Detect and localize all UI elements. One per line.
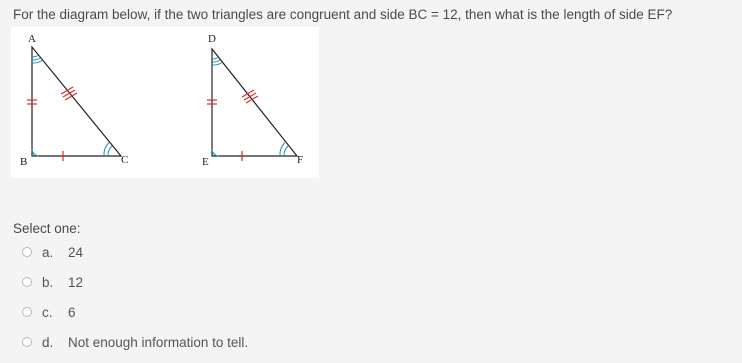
option-letter: c. (42, 304, 53, 320)
answer-option-c[interactable] (22, 302, 76, 322)
vertex-label-c: C (121, 154, 129, 166)
radio-button[interactable] (22, 337, 32, 347)
answer-option-d[interactable] (22, 332, 248, 352)
vertex-label-f: F (297, 154, 304, 166)
radio-button[interactable] (22, 307, 32, 317)
triangles-diagram (11, 27, 319, 178)
question-text: For the diagram below, if the two triangles are congruent and side BC = 12, then what is the length of side EF? (13, 7, 673, 22)
option-text: Not enough information to tell. (68, 334, 249, 350)
option-letter: b. (42, 274, 54, 290)
radio-button[interactable] (22, 277, 32, 287)
vertex-label-a: A (28, 33, 36, 45)
vertex-label-b: B (20, 156, 28, 168)
triangle-abc (20, 33, 128, 168)
option-letter: d. (42, 334, 54, 350)
option-text: 12 (68, 274, 84, 290)
vertex-label-d: D (208, 33, 216, 45)
option-letter: a. (42, 244, 54, 260)
answer-option-b[interactable] (22, 272, 83, 292)
triangle-def (202, 33, 303, 168)
vertex-label-e: E (202, 156, 209, 168)
answer-option-a[interactable] (22, 242, 83, 262)
select-one-label: Select one: (13, 221, 81, 236)
radio-button[interactable] (22, 247, 32, 257)
option-text: 24 (68, 244, 84, 260)
congruent-triangles-figure (11, 27, 319, 178)
option-text: 6 (68, 304, 76, 320)
